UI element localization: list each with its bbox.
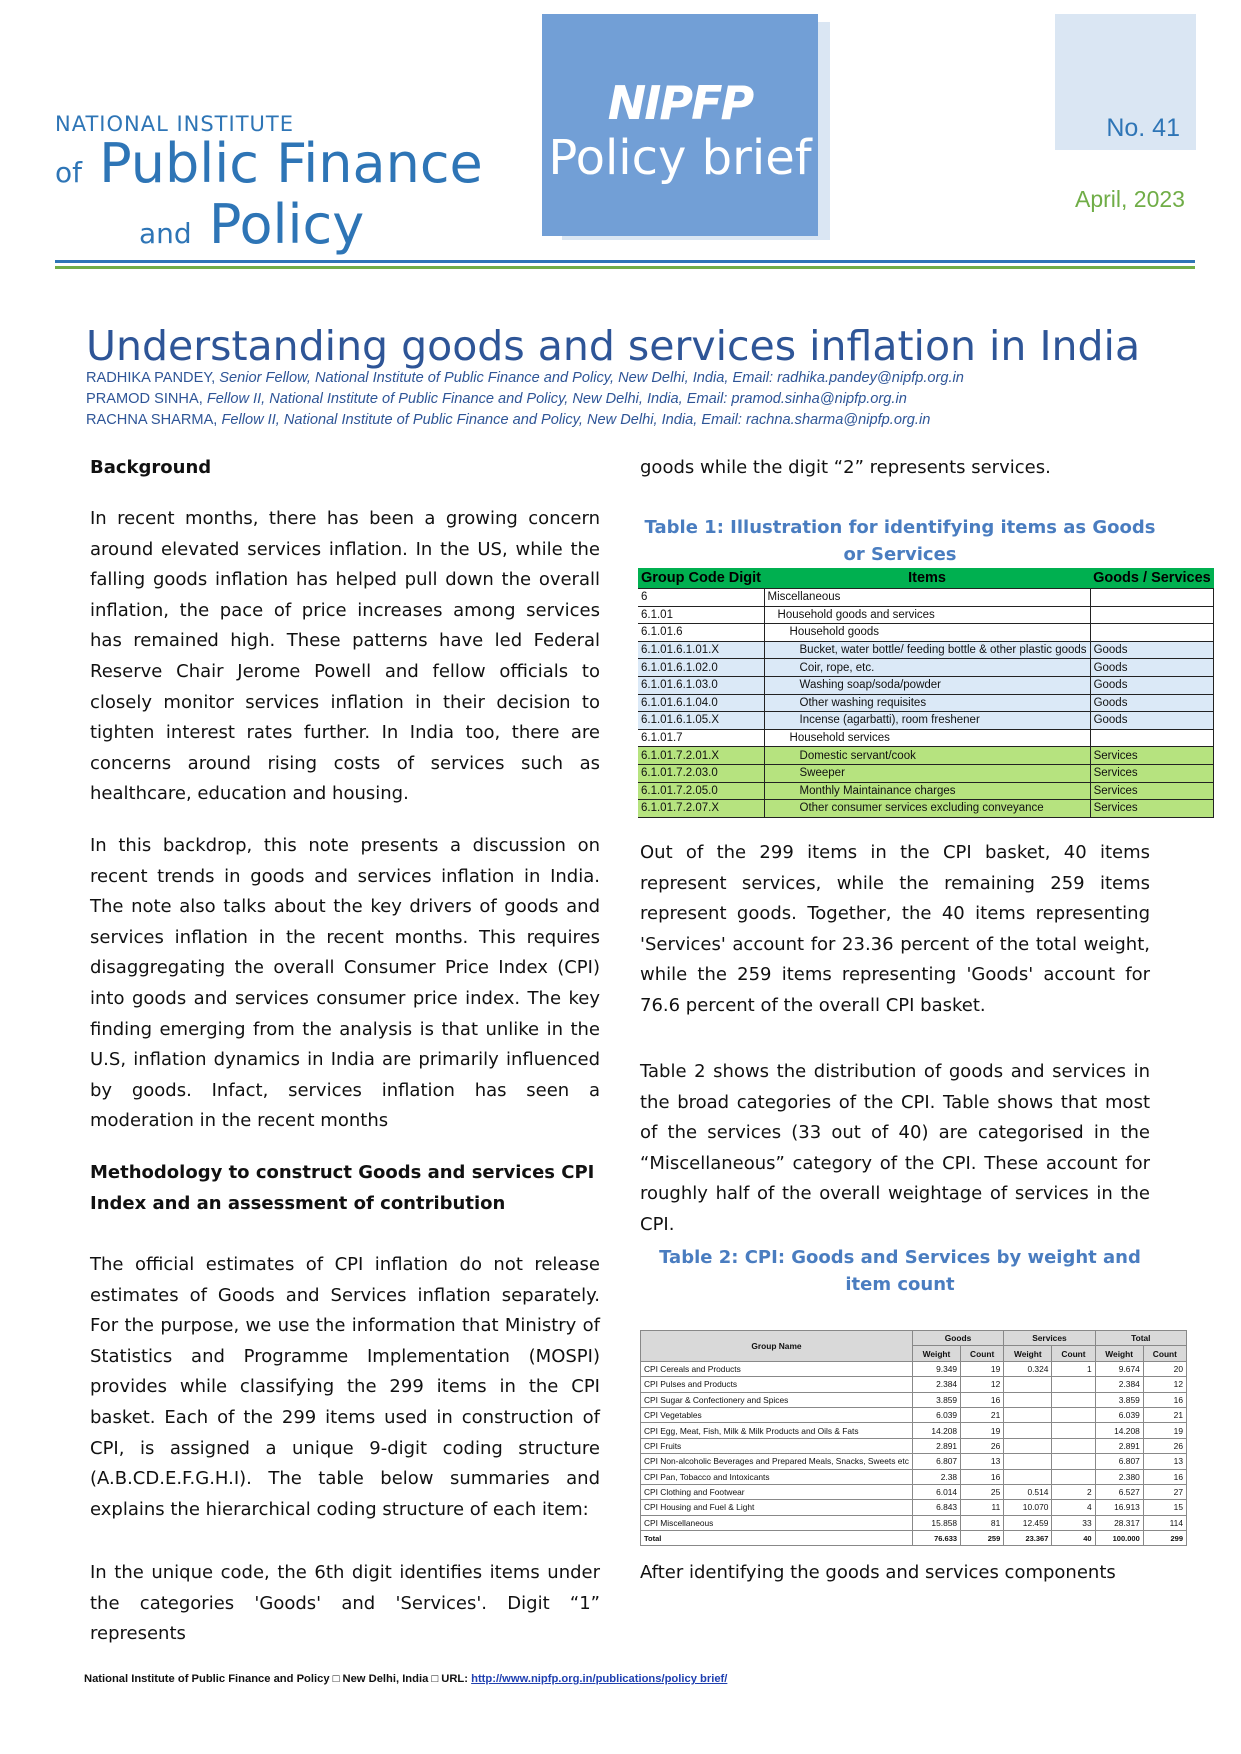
table2-value-cell: 6.014 (912, 1484, 960, 1499)
table2-value-cell (1052, 1392, 1095, 1407)
table2-value-cell: 4 (1052, 1500, 1095, 1515)
table2-value-cell: 9.674 (1095, 1361, 1143, 1376)
table2-subheader: Weight (912, 1346, 960, 1361)
table2-col-group: Services (1004, 1331, 1095, 1346)
institute-prefix-of: of (55, 156, 82, 189)
table2-value-cell: 6.527 (1095, 1484, 1143, 1499)
table2-value-cell (1004, 1392, 1052, 1407)
table1-item-cell: Incense (agarbatti), room freshener (764, 712, 1090, 730)
table1-code-cell: 6.1.01.7.2.05.0 (638, 782, 764, 800)
paragraph: After identifying the goods and services components (640, 1562, 1116, 1583)
table2-value-cell: 16 (961, 1469, 1004, 1484)
author-affiliation: Fellow II, National Institute of Public Finance and Policy, New Delhi, India, Email: pramod.sinha@nipfp.org.in (206, 391, 907, 407)
table2-value-cell: 16 (1143, 1469, 1186, 1484)
table2-value-cell: 13 (1143, 1454, 1186, 1469)
table1-type-cell: Goods (1090, 676, 1214, 694)
table2-value-cell (1052, 1423, 1095, 1438)
table2-value-cell: 2.891 (1095, 1438, 1143, 1453)
paragraph: Table 2 shows the distribution of goods and services in the broad categories of the CPI. Table shows that most of the services (33 out of 40) are categorised in the “Miscellaneous” category of the CPI. These account for roughly half of the overall weightage of services in the CPI. (640, 1061, 1150, 1235)
table2-value-cell: 2.384 (912, 1377, 960, 1392)
table1-body (638, 589, 1214, 818)
table2-value-cell: 12.459 (1004, 1515, 1052, 1530)
institute-name-line3: Policy (208, 193, 365, 256)
table1-type-cell: Goods (1090, 641, 1214, 659)
table2-value-cell: 9.349 (912, 1361, 960, 1376)
table1-code-cell: 6.1.01.7.2.01.X (638, 747, 764, 765)
table2-value-cell (1052, 1469, 1095, 1484)
table2-group-cell: Total (641, 1531, 913, 1546)
table2-value-cell: 19 (961, 1361, 1004, 1376)
issue-date: April, 2023 (1075, 186, 1185, 212)
table2-value-cell: 19 (961, 1423, 1004, 1438)
table2-value-cell (1052, 1407, 1095, 1422)
table1-item-cell: Household goods and services (764, 606, 1090, 624)
table1-header: Group Code Digit (638, 568, 764, 589)
table2-value-cell: 6.807 (1095, 1454, 1143, 1469)
table1-row (638, 676, 1214, 694)
table2-value-cell: 13 (961, 1454, 1004, 1469)
issue-number: No. 41 (1106, 114, 1180, 142)
table2-row (641, 1423, 1187, 1438)
table2-value-cell: 2.891 (912, 1438, 960, 1453)
table1-row (638, 747, 1214, 765)
table2-value-cell: 2.384 (1095, 1377, 1143, 1392)
table2-group-cell: CPI Cereals and Products (641, 1361, 913, 1376)
footer-text: National Institute of Public Finance and Policy □ New Delhi, India □ URL: (84, 1673, 472, 1685)
institute-name-line2: Public Finance (99, 132, 483, 195)
table2-subheader: Weight (1004, 1346, 1052, 1361)
table2-value-cell: 16 (961, 1392, 1004, 1407)
table1-caption: Table 1: Illustration for identifying items as Goods or Services (644, 517, 1156, 565)
table2-value-cell: 2.38 (912, 1469, 960, 1484)
table1-code-cell: 6.1.01.6.1.02.0 (638, 659, 764, 677)
table1-item-cell: Sweeper (764, 764, 1090, 782)
table2-value-cell: 23.367 (1004, 1531, 1052, 1546)
table2-value-cell: 2.380 (1095, 1469, 1143, 1484)
table2-value-cell (1052, 1438, 1095, 1453)
policy-brief-title: Policy brief (548, 130, 812, 186)
table2-value-cell: 114 (1143, 1515, 1186, 1530)
table2-col-group: Total (1095, 1331, 1186, 1346)
author-affiliation: Senior Fellow, National Institute of Public Finance and Policy, New Delhi, India, Email: radhika.pandey@nipfp.org.in (219, 370, 964, 386)
author-line (86, 370, 964, 386)
table2-group-cell: CPI Housing and Fuel & Light (641, 1500, 913, 1515)
table2-value-cell (1052, 1377, 1095, 1392)
table1-item-cell: Household services (764, 729, 1090, 747)
table2-body (641, 1361, 1187, 1546)
table1-item-cell: Other consumer services excluding conveyance (764, 800, 1090, 818)
table1-type-cell (1090, 606, 1214, 624)
table1-type-cell: Goods (1090, 694, 1214, 712)
footer (84, 1673, 727, 1685)
table2-caption: Table 2: CPI: Goods and Services by weight and item count (659, 1247, 1141, 1295)
table2-value-cell (1004, 1377, 1052, 1392)
table2-group-cell: CPI Pulses and Products (641, 1377, 913, 1392)
table2-value-cell: 21 (961, 1407, 1004, 1422)
table2-row (641, 1377, 1187, 1392)
table2-value-cell: 33 (1052, 1515, 1095, 1530)
table1-code-cell: 6.1.01.6.1.05.X (638, 712, 764, 730)
table2-value-cell: 19 (1143, 1423, 1186, 1438)
table2-value-cell: 28.317 (1095, 1515, 1143, 1530)
table2-value-cell: 11 (961, 1500, 1004, 1515)
table2-value-cell: 10.070 (1004, 1500, 1052, 1515)
table2-value-cell: 12 (961, 1377, 1004, 1392)
author-line (86, 391, 907, 407)
table1-row (638, 729, 1214, 747)
paragraph: Out of the 299 items in the CPI basket, 40 items represent services, while the remaining 259 items represent goods. Together, the 40 items representing 'Services' account for 23.36 percent of the total weight, while the 259 items representing 'Goods' account for 76.6 percent of the overall CPI basket. (640, 842, 1150, 1016)
table2-value-cell: 76.633 (912, 1531, 960, 1546)
table1-row (638, 641, 1214, 659)
table1-item-cell: Bucket, water bottle/ feeding bottle & other plastic goods (764, 641, 1090, 659)
table2-value-cell (1004, 1454, 1052, 1469)
table2-total-row (641, 1531, 1187, 1546)
table2-row (641, 1454, 1187, 1469)
table2-value-cell: 15 (1143, 1500, 1186, 1515)
table1-item-cell: Domestic servant/cook (764, 747, 1090, 765)
table1-type-cell: Goods (1090, 659, 1214, 677)
table2-value-cell: 16 (1143, 1392, 1186, 1407)
table2-value-cell: 259 (961, 1531, 1004, 1546)
paragraph: In this backdrop, this note presents a discussion on recent trends in goods and services inflation in India. The note also talks about the key drivers of goods and services inflation in the recent months. This requires disaggregating the overall Consumer Price Index (CPI) into goods and services consumer price index. The key finding emerging from the analysis is that unlike in the U.S, inflation dynamics in India are primarily influenced by goods. Infact, services inflation has seen a moderation in the recent months (90, 835, 600, 1132)
table1-row (638, 624, 1214, 642)
table1-code-cell: 6.1.01.6.1.04.0 (638, 694, 764, 712)
table2-value-cell: 0.324 (1004, 1361, 1052, 1376)
table1-item-cell: Washing soap/soda/powder (764, 676, 1090, 694)
table1-type-cell: Services (1090, 747, 1214, 765)
table2-value-cell: 0.514 (1004, 1484, 1052, 1499)
table2-group-header: Group Name (641, 1331, 913, 1362)
table2-group-cell: CPI Non-alcoholic Beverages and Prepared Meals, Snacks, Sweets etc (641, 1454, 913, 1469)
paragraph: In recent months, there has been a growing concern around elevated services inflation. In the US, while the falling goods inflation has helped pull down the overall inflation, the pace of price increases among services has remained high. These patterns have led Federal Reserve Chair Jerome Powell and fellow officials to closely monitor services inflation in their decision to tighten interest rates further. In India too, there are concerns around rising costs of services such as healthcare, education and housing. (90, 508, 600, 805)
table1-code-cell: 6.1.01.6.1.01.X (638, 641, 764, 659)
table2-col-group: Goods (912, 1331, 1003, 1346)
table2-row (641, 1407, 1187, 1422)
table2-value-cell: 6.039 (1095, 1407, 1143, 1422)
table1-type-cell: Goods (1090, 712, 1214, 730)
table1-code-cell: 6.1.01.7 (638, 729, 764, 747)
table2-value-cell: 20 (1143, 1361, 1186, 1376)
table2-group-cell: CPI Clothing and Footwear (641, 1484, 913, 1499)
table2-row (641, 1392, 1187, 1407)
table2-value-cell (1004, 1407, 1052, 1422)
table1-row (638, 659, 1214, 677)
table2-value-cell: 21 (1143, 1407, 1186, 1422)
table1-code-cell: 6.1.01.6 (638, 624, 764, 642)
table1-type-cell (1090, 729, 1214, 747)
table2-value-cell: 26 (1143, 1438, 1186, 1453)
author-line (86, 412, 930, 428)
institute-prefix-and: and (139, 217, 192, 250)
table1-type-cell (1090, 624, 1214, 642)
table1-type-cell: Services (1090, 782, 1214, 800)
table2-row (641, 1515, 1187, 1530)
table1-row (638, 694, 1214, 712)
table1-row (638, 606, 1214, 624)
table2-group-cell: CPI Pan, Tobacco and Intoxicants (641, 1469, 913, 1484)
table2-group-cell: CPI Miscellaneous (641, 1515, 913, 1530)
table2-value-cell: 100.000 (1095, 1531, 1143, 1546)
table2-group-cell: CPI Vegetables (641, 1407, 913, 1422)
table1-code-cell: 6.1.01.7.2.07.X (638, 800, 764, 818)
table1-item-cell: Other washing requisites (764, 694, 1090, 712)
table2-value-cell (1052, 1454, 1095, 1469)
table2-value-cell: 14.208 (1095, 1423, 1143, 1438)
table2-row (641, 1438, 1187, 1453)
author-name: RACHNA SHARMA, (86, 412, 218, 428)
table2-subheader: Count (961, 1346, 1004, 1361)
table2-value-cell: 14.208 (912, 1423, 960, 1438)
table2-value-cell: 12 (1143, 1377, 1186, 1392)
table1-code-cell: 6 (638, 589, 764, 607)
table1-row (638, 764, 1214, 782)
table1-row (638, 589, 1214, 607)
table2-value-cell: 25 (961, 1484, 1004, 1499)
table2-value-cell: 6.039 (912, 1407, 960, 1422)
table1-header: Goods / Services (1090, 568, 1214, 589)
table1-code-cell: 6.1.01.7.2.03.0 (638, 764, 764, 782)
table2-value-cell: 1 (1052, 1361, 1095, 1376)
table1-type-cell (1090, 589, 1214, 607)
table2-row (641, 1361, 1187, 1376)
author-name: RADHIKA PANDEY, (86, 370, 216, 386)
table1-item-cell: Miscellaneous (764, 589, 1090, 607)
author-affiliation: Fellow II, National Institute of Public Finance and Policy, New Delhi, India, Email: rachna.sharma@nipfp.org.in (221, 412, 931, 428)
table1-item-cell: Coir, rope, etc. (764, 659, 1090, 677)
table2-value-cell: 2 (1052, 1484, 1095, 1499)
paragraph: goods while the digit “2” represents services. (640, 457, 1051, 478)
table2-value-cell: 16.913 (1095, 1500, 1143, 1515)
table2 (640, 1330, 1187, 1546)
paragraph: In the unique code, the 6th digit identifies items under the categories 'Goods' and 'Services'. Digit “1” represents (90, 1562, 600, 1645)
table2-group-cell: CPI Sugar & Confectionery and Spices (641, 1392, 913, 1407)
page-title: Understanding goods and services inflation in India (86, 322, 1141, 370)
footer-url-link[interactable]: http://www.nipfp.org.in/publications/policy brief/ (471, 1673, 728, 1685)
table2-row (641, 1469, 1187, 1484)
table1-item-cell: Household goods (764, 624, 1090, 642)
table2-value-cell: 40 (1052, 1531, 1095, 1546)
table2-value-cell: 299 (1143, 1531, 1186, 1546)
author-name: PRAMOD SINHA, (86, 391, 203, 407)
table1-row (638, 782, 1214, 800)
table1-row (638, 712, 1214, 730)
table2-value-cell (1004, 1469, 1052, 1484)
nipfp-logo: NIPFP (607, 76, 753, 130)
table2-value-cell: 81 (961, 1515, 1004, 1530)
header-rule-blue (55, 260, 1195, 263)
heading-methodology: Methodology to construct Goods and services CPI Index and an assessment of contribution (90, 1162, 595, 1214)
table1-header: Items (764, 568, 1090, 589)
table2-subheader: Weight (1095, 1346, 1143, 1361)
table2-row (641, 1500, 1187, 1515)
table2-value-cell: 15.858 (912, 1515, 960, 1530)
table1 (638, 568, 1214, 818)
heading-background: Background (90, 457, 212, 478)
table2-subheader: Count (1143, 1346, 1186, 1361)
institute-logo (55, 112, 483, 260)
table2-value-cell: 26 (961, 1438, 1004, 1453)
table2-group-cell: CPI Egg, Meat, Fish, Milk & Milk Products and Oils & Fats (641, 1423, 913, 1438)
table1-row (638, 800, 1214, 818)
table1-code-cell: 6.1.01 (638, 606, 764, 624)
table2-row (641, 1484, 1187, 1499)
table2-value-cell (1004, 1423, 1052, 1438)
table1-item-cell: Monthly Maintainance charges (764, 782, 1090, 800)
paragraph: The official estimates of CPI inflation do not release estimates of Goods and Services inflation separately. For the purpose, we use the information that Ministry of Statistics and Programme Implementation (MOSPI) provides while classifying the 299 items in the CPI basket. Each of the 299 items used in construction of CPI, is assigned a unique 9-digit coding structure (A.B.CD.E.F.G.H.I). The table below summaries and explains the hierarchical coding structure of each item: (90, 1254, 600, 1520)
table1-code-cell: 6.1.01.6.1.03.0 (638, 676, 764, 694)
table2-value-cell: 6.807 (912, 1454, 960, 1469)
table2-value-cell: 6.843 (912, 1500, 960, 1515)
table2-group-cell: CPI Fruits (641, 1438, 913, 1453)
table2-value-cell: 27 (1143, 1484, 1186, 1499)
table1-type-cell: Services (1090, 764, 1214, 782)
table1-type-cell: Services (1090, 800, 1214, 818)
table2-value-cell: 3.859 (1095, 1392, 1143, 1407)
institute-name-line1: NATIONAL INSTITUTE (55, 112, 294, 136)
table2-value-cell: 3.859 (912, 1392, 960, 1407)
policy-brief-banner (542, 14, 818, 236)
header-rule-green (55, 266, 1195, 269)
table2-subheader: Count (1052, 1346, 1095, 1361)
issue-number-box (1055, 14, 1196, 150)
table2-value-cell (1004, 1438, 1052, 1453)
